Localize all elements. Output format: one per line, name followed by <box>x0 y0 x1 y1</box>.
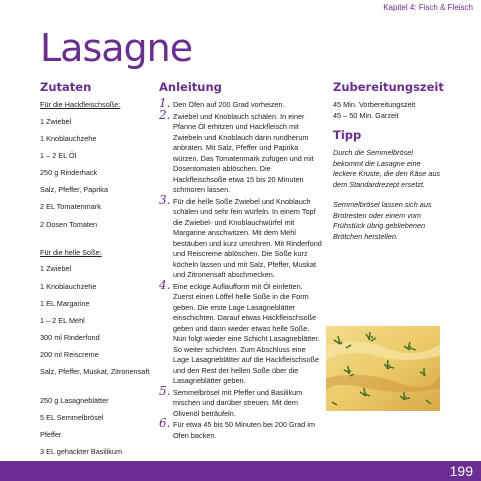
ingredient-group-hackfleisch <box>40 100 158 230</box>
tip-heading: Tipp <box>333 128 362 142</box>
instruction-step <box>159 107 323 196</box>
instruction-step <box>159 192 323 281</box>
ingredient-item: 2 Dosen Tomaten <box>40 219 98 229</box>
prep-time-line: 45 Min. Vorbereitungszeit <box>333 100 416 109</box>
ingredient-item: 250 g Lasagneblätter <box>40 395 109 405</box>
chapter-header: Kapitel 4: Fisch & Fleisch <box>383 3 473 12</box>
step-text: Zwiebel und Knoblauch schälen. In einer Pfanne Öl erhitzen und Hackfleisch mit Zwiebeln und Knoblauch darin rundherum anbraten. Mit Salz, Pfeffer und Paprika würzen. Das Tomatenmark zufügen und mit Dosentomaten ablöschen. Die Hackfleischsoße etwa 15 bis 20 Minuten schmoren lassen. <box>173 111 314 194</box>
instructions-heading: Anleitung <box>159 80 222 94</box>
instruction-step <box>159 277 323 387</box>
instruction-step <box>159 416 323 441</box>
step-text: Für die helle Soße Zwiebel und Knoblauch schälen und sehr fein würfeln. In einem Topf die Zwiebel- und Knoblauchwürfel mit Margarine anschwitzen. Mit dem Mehl bestäuben und kurz umrühren. Mit Rinderfond und Reiscreme ablöschen. Die Soße kurz köcheln lassen und mit Salz, Pfeffer, Muskat und Zitronensaft abschmecken. <box>173 196 322 279</box>
ingredient-item: 250 g Rinderhack <box>40 168 98 178</box>
step-text: Eine eckige Auflaufform mit Öl einfetten. Zuerst einen Löffel helle Soße in die Form geben. Die erste Lage Lasagneblätter einschichten. Darauf etwas Hackfleischsoße geben und dann wieder etwas helle Soße. Nun folgt wieder eine Schicht Lasagneblätter. So weiter schichten. Zum Abschluss eine Lage Lasagneblätter auf die Hackfleischsoße und den Rest der hellen Soße über die Lasagneblätter geben. <box>173 281 320 385</box>
ingredient-item: 1 Knoblauchzehe <box>40 133 97 143</box>
ingredient-item: Salz, Pfeffer, Paprika <box>40 185 109 195</box>
step-text: Für etwa 45 bis 50 Minuten bei 200 Grad im Ofen backen. <box>173 420 315 440</box>
ingredient-group-label: Für die helle Soße: <box>40 247 102 257</box>
ingredient-item: 1 Zwiebel <box>40 116 72 126</box>
step-number: 2. <box>159 107 171 122</box>
step-text: Den Ofen auf 200 Grad vorheizen. <box>173 100 285 109</box>
step-number: 6. <box>159 416 171 430</box>
sidebar-column <box>333 80 444 252</box>
ingredient-item: 1 – 2 EL Öl <box>40 150 77 160</box>
instruction-step <box>159 383 323 420</box>
page-title: Lasagne <box>40 26 193 70</box>
tip-section <box>333 129 441 242</box>
ingredients-heading: Zutaten <box>40 80 92 94</box>
step-number: 4. <box>159 277 171 292</box>
ingredient-item: 5 EL Semmelbrösel <box>40 412 104 422</box>
instruction-step <box>159 96 323 111</box>
ingredient-item: 300 ml Rinderfond <box>40 333 100 343</box>
ingredient-item: 1 Knoblauchzehe <box>40 281 97 291</box>
tip-paragraph: Semmelbrösel lassen sich aus Brotresten oder einem vom Frühstück übrig gebliebenen Brötchen herstellen. <box>333 200 432 241</box>
step-text: Semmelbrösel mit Pfeffer und Basilikum mischen und darüber streuen. Mit dem Olivenöl beträufeln. <box>173 387 303 418</box>
page-number: 199 <box>449 463 473 479</box>
ingredient-item: 3 EL gehackter Basilikum <box>40 447 123 457</box>
ingredients-column <box>40 81 158 481</box>
ingredient-group-label: Für die Hackfleischsoße: <box>40 100 121 109</box>
lasagne-photo <box>326 326 440 411</box>
instructions-column <box>159 81 323 442</box>
tip-paragraph: Durch die Semmelbrösel bekommt die Lasagne eine leckere Kruste, die den Käse aus dem Standardrezept ersetzt. <box>333 148 441 189</box>
page-footer-bar <box>0 461 481 481</box>
ingredient-item: 1 Zwiebel <box>40 264 72 274</box>
ingredient-item: Pfeffer <box>40 430 62 439</box>
step-number: 3. <box>159 192 171 207</box>
ingredient-item: 1 – 2 EL Mehl <box>40 315 85 325</box>
cook-time-line: 45 – 50 Min. Garzeit <box>333 110 399 120</box>
ingredient-item: 200 ml Reiscreme <box>40 350 99 360</box>
step-number: 1. <box>159 96 171 110</box>
ingredient-item: 2 EL Tomatenmark <box>40 202 101 212</box>
step-number: 5. <box>159 383 171 398</box>
prep-time-heading: Zubereitungszeit <box>333 80 444 94</box>
prep-time-section <box>333 80 444 121</box>
ingredient-item: Salz, Pfeffer, Muskat, Zitronensaft <box>40 367 150 377</box>
ingredient-item: 1 EL Margarine <box>40 298 90 308</box>
ingredient-group-helle-sosse <box>40 248 158 378</box>
